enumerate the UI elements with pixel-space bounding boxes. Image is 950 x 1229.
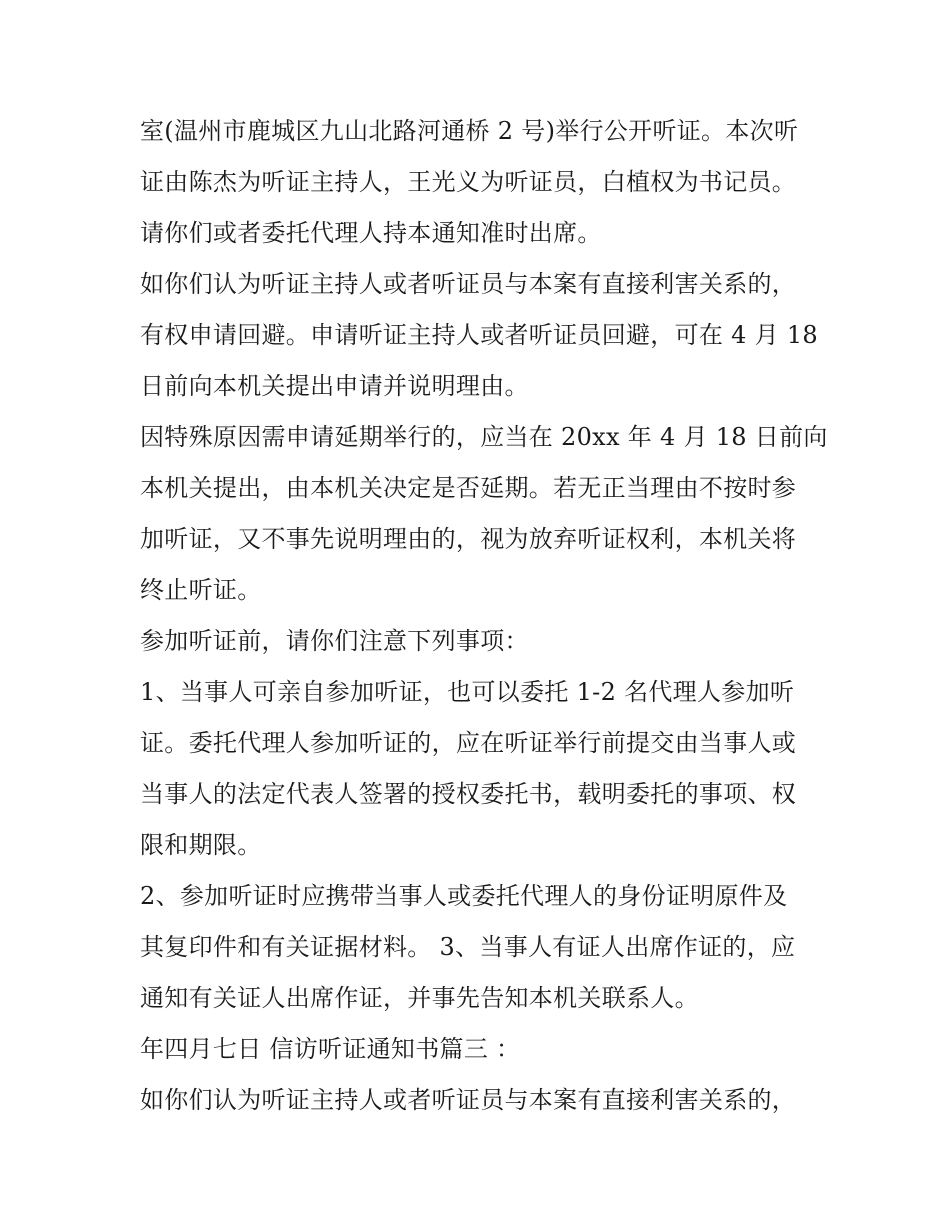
text-line: 日前向本机关提出申请并说明理由。 [140, 372, 529, 400]
text-line: 因特殊原因需申请延期举行的，应当在 20xx 年 4 月 18 日前向 [140, 423, 828, 451]
text-line: 请你们或者委托代理人持本通知准时出席。 [140, 219, 602, 247]
text-line: 其复印件和有关证据材料。 3、当事人有证人出席作证的，应 [140, 933, 796, 961]
text-line: 证由陈杰为听证主持人，王光义为听证员，白植权为书记员。 [140, 168, 797, 196]
text-line: 证。委托代理人参加听证的，应在听证举行前提交由当事人或 [140, 729, 797, 757]
text-line: 本机关提出，由本机关决定是否延期。若无正当理由不按时参 [140, 474, 797, 502]
text-line: 限和期限。 [140, 831, 262, 859]
text-line: 如你们认为听证主持人或者听证员与本案有直接利害关系的， [140, 1086, 797, 1114]
text-line: 室(温州市鹿城区九山北路河通桥 2 号)举行公开听证。本次听 [140, 117, 799, 145]
document-body [140, 106, 830, 1126]
text-line: 当事人的法定代表人签署的授权委托书，载明委托的事项、权 [140, 780, 797, 808]
text-line: 终止听证。 [140, 576, 262, 604]
text-line: 加听证，又不事先说明理由的，视为放弃听证权利，本机关将 [140, 525, 797, 553]
text-line: 1、当事人可亲自参加听证，也可以委托 1-2 名代理人参加听 [140, 678, 795, 706]
text-line: 2、参加听证时应携带当事人或委托代理人的身份证明原件及 [140, 882, 788, 910]
text-line: 通知有关证人出席作证，并事先告知本机关联系人。 [140, 984, 699, 1012]
text-line: 年四月七日 信访听证通知书篇三 ： [140, 1035, 521, 1063]
text-line: 参加听证前，请你们注意下列事项： [140, 627, 529, 655]
text-line: 如你们认为听证主持人或者听证员与本案有直接利害关系的， [140, 270, 797, 298]
text-line: 有权申请回避。申请听证主持人或者听证员回避，可在 4 月 18 [140, 321, 818, 349]
